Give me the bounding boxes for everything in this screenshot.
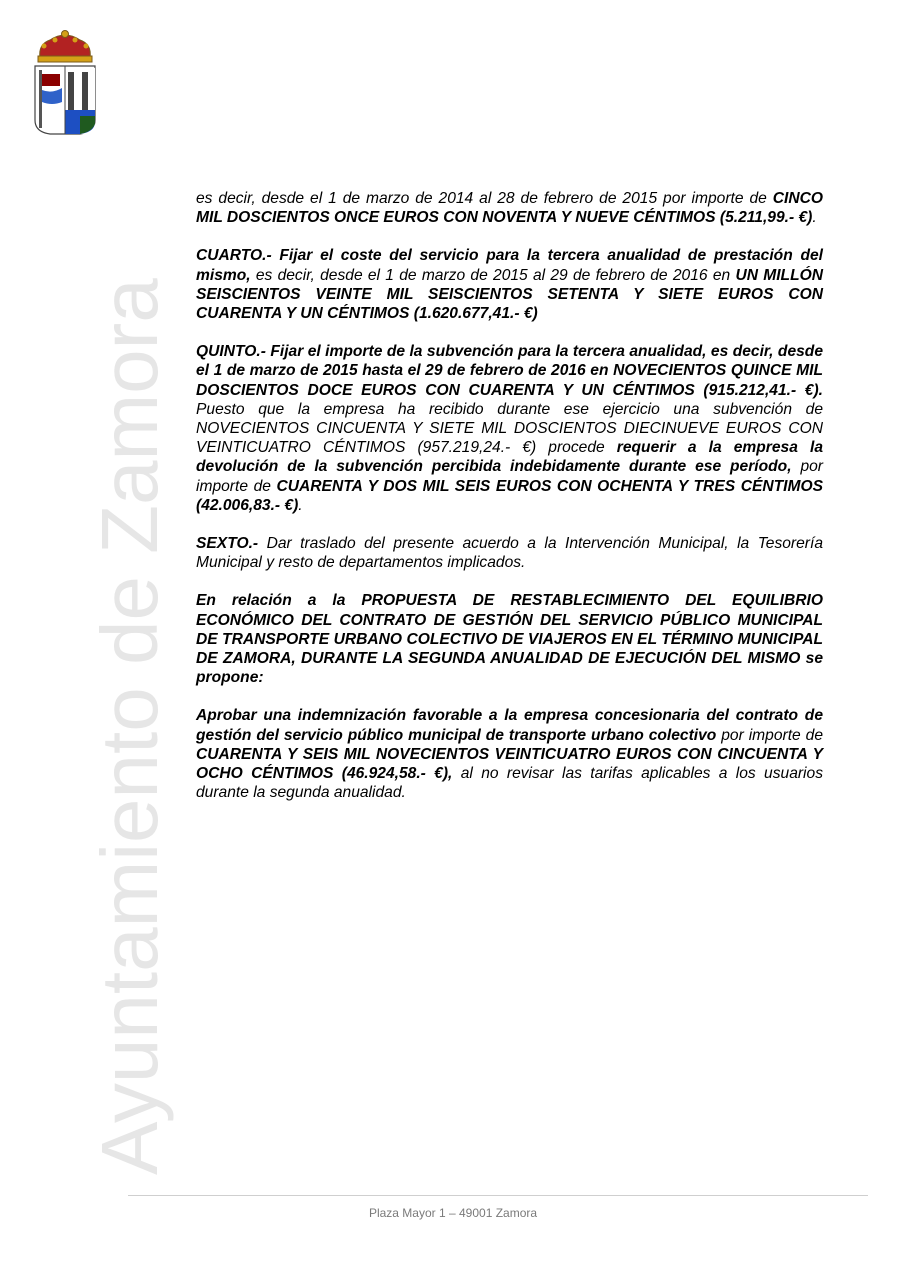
footer-divider — [128, 1195, 868, 1196]
bold-text-run: requerir a la empresa la devolución de la subvención percibida indebidamente durante ese período, — [196, 439, 823, 476]
bold-text-run: CUARTO.- Fijar el coste del servicio para la tercera anualidad de prestación del mismo, — [196, 247, 823, 284]
paragraph — [196, 706, 823, 802]
document-body — [196, 189, 823, 821]
text-run: por importe de — [196, 458, 823, 495]
paragraph — [196, 246, 823, 323]
bold-text-run: UN MILLÓN SEISCIENTOS VEINTE MIL SEISCIENTOS SETENTA Y SIETE EUROS CON CUARENTA Y UN CÉNTIMOS (1.620.677,41.- €) — [196, 266, 823, 323]
text-run: es decir, desde el 1 de marzo de 2015 al 29 de febrero de 2016 en — [250, 266, 736, 284]
paragraph — [196, 189, 823, 227]
footer-address: Plaza Mayor 1 – 49001 Zamora — [368, 1206, 538, 1220]
paragraph — [196, 591, 823, 687]
paragraph — [196, 534, 823, 572]
bold-text-run: SEXTO.- — [196, 535, 259, 553]
side-institution-title: Ayuntamiento de Zamora — [85, 278, 174, 1175]
bold-text-run: En relación a la PROPUESTA DE RESTABLECIMIENTO DEL EQUILIBRIO ECONÓMICO DEL CONTRATO DE GESTIÓN DEL SERVICIO PÚBLICO MUNICIPAL DE TRANSPORTE URBANO COLECTIVO DE VIAJEROS EN EL TÉRMINO MUNICIPAL DE ZAMORA, DURANTE LA SEGUNDA ANUALIDAD DE EJECUCIÓN DEL MISMO se propone: — [196, 592, 823, 687]
bold-text-run: CINCO MIL DOSCIENTOS ONCE EUROS CON NOVENTA Y NUEVE CÉNTIMOS (5.211,99.- €) — [196, 190, 823, 227]
text-run: al no revisar las tarifas aplicables a los usuarios durante la segunda anualidad. — [196, 765, 823, 802]
text-run: por importe de — [716, 726, 823, 744]
text-run: Dar traslado del presente acuerdo a la Intervención Municipal, la Tesorería Municipal y resto de departamentos implicados. — [196, 535, 823, 572]
text-run: . — [812, 209, 817, 227]
text-run: es decir, desde el 1 de marzo de 2014 al 28 de febrero de 2015 por importe de — [196, 190, 773, 207]
bold-text-run: QUINTO.- Fijar el importe de la subvención para la tercera anualidad, es decir, desde el 1 de marzo de 2015 hasta el 29 de febrero de 2016 en NOVECIENTOS QUINCE MIL DOSCIENTOS DOCE EUROS CON CUARENTA Y UN CÉNTIMOS (915.212,41.- €). — [196, 343, 823, 399]
coat-of-arms-logo — [30, 28, 100, 140]
bold-text-run: CUARENTA Y SEIS MIL NOVECIENTOS VEINTICUATRO EUROS CON CINCUENTA Y OCHO CÉNTIMOS (46.924,58.- €), — [196, 745, 823, 783]
text-run: Puesto que la empresa ha recibido durante ese ejercicio una subvención de NOVECIENTOS CINCUENTA Y SIETE MIL DOSCIENTOS DIECINUEVE EUROS CON VEINTICUATRO CÉNTIMOS (957.219,24.- €) procede — [196, 400, 823, 457]
text-run: . — [298, 496, 303, 514]
bold-text-run: CUARENTA Y DOS MIL SEIS EUROS CON OCHENTA Y TRES CÉNTIMOS (42.006,83.- €) — [196, 477, 823, 514]
bold-text-run: Aprobar una indemnización favorable a la empresa concesionaria del contrato de gestión del servicio público municipal de transporte urbano colectivo — [196, 707, 823, 744]
paragraph — [196, 342, 823, 515]
